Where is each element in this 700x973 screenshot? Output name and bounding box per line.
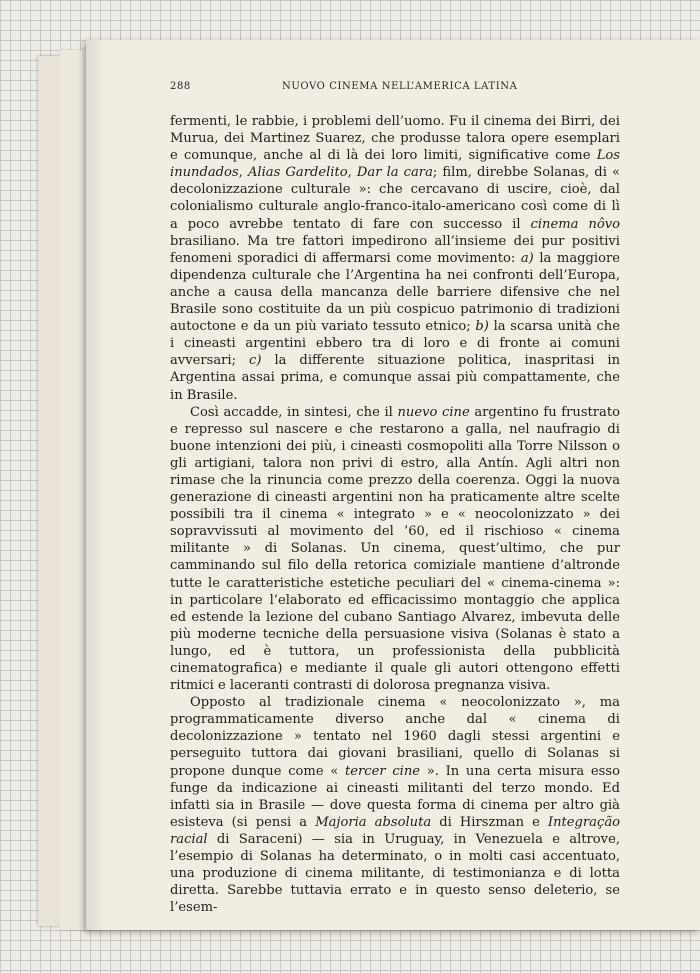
text-run: ,	[238, 165, 248, 181]
page-number: 288	[170, 81, 191, 92]
text-run: Così accadde, in sintesi, che il	[190, 404, 398, 420]
text-run: brasiliano. Ma tre fattori impedirono all’insieme dei pur positivi fenomeni sporadici di affermarsi come movimento:	[170, 233, 620, 266]
list-marker: b)	[475, 319, 489, 335]
body-text	[170, 113, 620, 916]
paragraph-2	[170, 404, 620, 695]
running-head: NUOVO CINEMA NELL’AMERICA LATINA	[282, 81, 518, 92]
text-run: di Saraceni) — sia in Uruguay, in Venezuela e altrove, l’esempio di Solanas ha determinato, o in molti casi accentuato, una produzione di cinema militante, di testimonianza e di lotta diretta. Sarebbe tuttavia errato e in questo senso deleterio, se l’esem-	[170, 831, 620, 916]
paragraph-1	[170, 113, 620, 404]
italic-term: cinema nôvo	[530, 216, 621, 232]
italic-term: nuevo cine	[397, 404, 470, 420]
text-run: la scarsa unità che i cineasti argentini ebbero tra di loro e di fronte ai comuni avversari;	[170, 319, 620, 369]
text-run: fermenti, le rabbie, i problemi dell’uomo. Fu il cinema dei Birri, dei Murua, dei Martinez Suarez, che produsse talora opere esemplari e comunque, anche al di là dei loro limiti, significative come	[170, 114, 620, 164]
paragraph-3	[170, 694, 620, 916]
italic-term: tercer cine	[345, 763, 421, 779]
text-run: la differente situazione politica, inaspritasi in Argentina assai prima, e comunque assai più compattamente, che in Brasile.	[170, 353, 621, 403]
film-title: Alias Gardelito	[247, 165, 348, 181]
film-title: Dar la cara	[356, 165, 433, 181]
text-run: ,	[347, 165, 357, 181]
text-run: la maggiore dipendenza culturale che l’Argentina ha nei confronti dell’Europa, anche a causa della mancanza delle barriere difensive che nel Brasile sono costituite da un più cospicuo patrimonio di tradizioni autoctone e da un più variato tessuto etnico;	[170, 250, 620, 335]
page-header	[170, 81, 620, 95]
text-run: Opposto al tradizionale cinema « neocolonizzato », ma programmaticamente diverso anche dal « cinema di decolonizzazione » tentato nel 1960 dagli stessi argentini e perseguito tuttora dai giovani brasiliani, quello di Solanas si propone dunque come «	[170, 695, 620, 779]
text-run: argentino fu frustrato e represso sul nascere e che restarono a galla, nel naufragio di buone intenzioni dei più, i cineasti cosmopoliti alla Torre Nilsson o gli artigiani, talora non privi di estro, alla Antín. Agli altri non rimase che la rinuncia come prezzo della coerenza. Oggi la nuova generazione di cineasti argentini non ha praticamente altre scelte possibili tra il cinema « integrato » e « neocolonizzato » dei sopravvissuti al movimento del ’60, ed il rischioso « cinema militante » di Solanas. Un cinema, quest’ultimo, che pur camminando sul filo della retorica comiziale mantiene d’altronde tutte le caratteristiche estetiche peculiari del « cinema-cinema »: in particolare l’elaborato ed efficacissimo montaggio che applica ed estende la lezione del cubano Santiago Alvarez, imbevuta delle più moderne tecniche della persuasione visiva (Solanas è stato a lungo, ed è tuttora, un professionista della pubblicità cinematografica) e mediante il quale gli autori ottengono effetti ritmici e laceranti contrasti di dolorosa pregnanza visiva.	[170, 404, 621, 694]
text-run: ; film, direbbe Solanas, di « decolonizzazione culturale »: che cercavano di uscire, cioè, dal colonialismo culturale anglo-franco-italo-americano così come di lì a poco avrebbe tentato di fare con successo il	[170, 165, 621, 232]
list-marker: a)	[520, 250, 534, 266]
text-run: di Hirszman e	[431, 814, 548, 830]
book-page	[86, 40, 700, 930]
film-title: Integração racial	[170, 814, 621, 847]
text-run: ». In una certa misura esso funge da indicazione ai cineasti militanti del terzo mondo. Ed infatti sia in Brasile — dove questa forma di cinema per altro già esisteva (si pensi a	[170, 763, 621, 830]
list-marker: c)	[249, 353, 262, 369]
film-title: Majoria absoluta	[315, 814, 432, 830]
film-title: Los inundados	[170, 148, 620, 181]
